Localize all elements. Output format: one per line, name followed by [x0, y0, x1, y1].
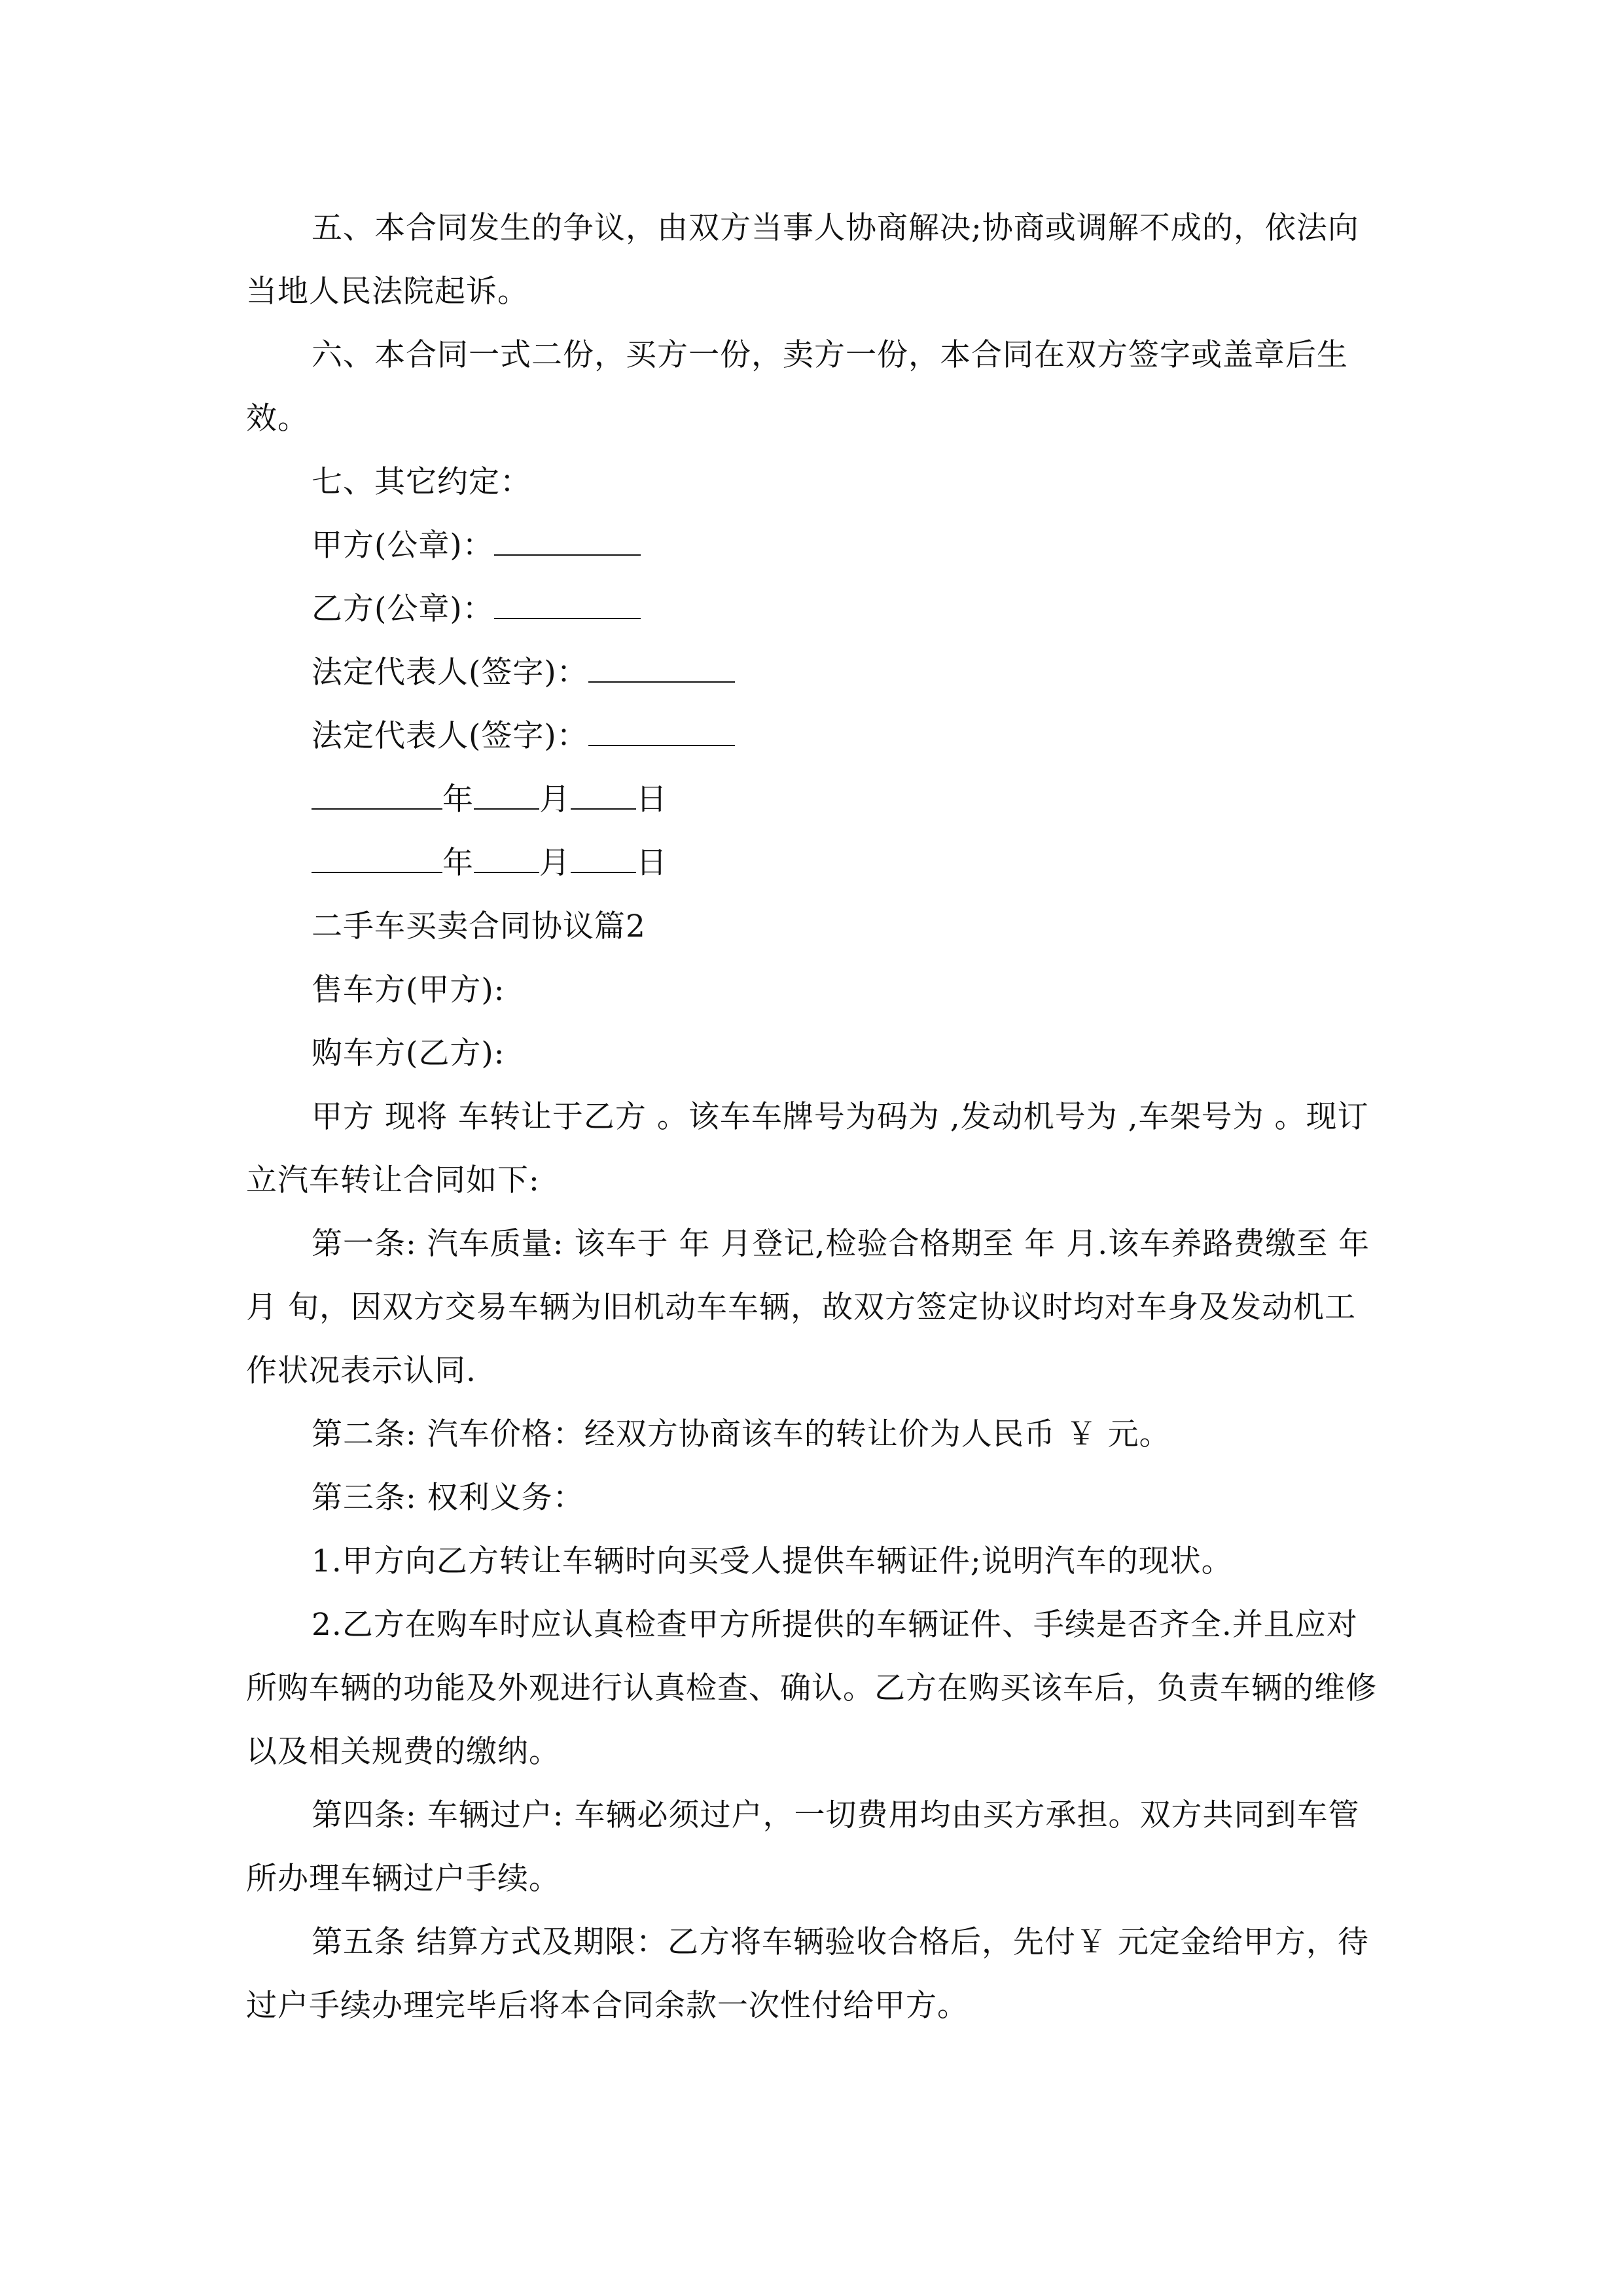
legal-rep-1-label: 法定代表人(签字)：	[312, 655, 588, 691]
clause-five: 五、本合同发生的争议，由双方当事人协商解决;协商或调解不成的，依法向当地人民法院起诉。	[246, 210, 1359, 310]
clause-seven: 七、其它约定：	[312, 464, 531, 500]
date-1-year-label: 年	[442, 781, 474, 817]
legal-rep-1-blank	[588, 642, 735, 683]
transfer-intro: 甲方 现将 车转让于乙方 。该车车牌号为码为 ,发动机号为 ,车架号为 。现订立汽车转让合同如下:	[246, 1099, 1369, 1198]
article-five: 第五条 结算方式及期限：乙方将车辆验收合格后，先付￥ 元定金给甲方，待过户手续办理完毕后将本合同余款一次性付给甲方。	[246, 1924, 1369, 2024]
article-three-item-2: 2.乙方在购车时应认真检查甲方所提供的车辆证件、手续是否齐全.并且应对所购车辆的功能及外观进行认真检查、确认。乙方在购买该车后，负责车辆的维修以及相关规费的缴纳。	[246, 1607, 1377, 1770]
signature-party-a	[246, 514, 1385, 577]
article-one: 第一条: 汽车质量: 该车于 年 月登记,检验合格期至 年 月.该车养路费缴至 年 月 旬，因双方交易车辆为旧机动车车辆，故双方签定协议时均对车身及发动机工作状况表示认同.	[246, 1226, 1370, 1389]
document-body	[246, 196, 1385, 2037]
signature-legal-rep-1	[246, 641, 1385, 704]
date-1-day-label: 日	[636, 781, 668, 817]
article-four: 第四条: 车辆过户: 车辆必须过户，一切费用均由买方承担。双方共同到车管所办理车辆过户手续。	[246, 1797, 1360, 1897]
seller-line: 售车方(甲方):	[312, 972, 505, 1008]
date-line-1	[246, 768, 1385, 831]
date-1-day-blank	[571, 769, 636, 810]
buyer-line: 购车方(乙方):	[312, 1035, 505, 1071]
date-2-year-label: 年	[442, 845, 474, 881]
date-2-month-label: 月	[539, 845, 571, 881]
legal-rep-2-blank	[588, 706, 735, 746]
section-2-title: 二手车买卖合同协议篇2	[312, 908, 646, 944]
signature-legal-rep-2	[246, 704, 1385, 768]
legal-rep-2-label: 法定代表人(签字)：	[312, 718, 588, 754]
article-two: 第二条: 汽车价格：经双方协商该车的转让价为人民币 ￥ 元。	[312, 1416, 1171, 1452]
date-2-day-blank	[571, 833, 636, 873]
date-line-2	[246, 831, 1385, 895]
date-1-year-blank	[312, 769, 442, 810]
date-2-month-blank	[474, 833, 539, 873]
date-1-month-label: 月	[539, 781, 571, 817]
signature-party-b	[246, 577, 1385, 641]
party-a-label: 甲方(公章)：	[312, 528, 494, 564]
date-2-day-label: 日	[636, 845, 668, 881]
date-2-year-blank	[312, 833, 442, 873]
party-a-blank	[494, 515, 641, 556]
clause-six: 六、本合同一式二份，买方一份，卖方一份，本合同在双方签字或盖章后生效。	[246, 337, 1348, 437]
party-b-blank	[494, 579, 641, 619]
party-b-label: 乙方(公章)：	[312, 591, 494, 627]
article-three: 第三条: 权利义务：	[312, 1480, 584, 1516]
article-three-item-1: 1.甲方向乙方转让车辆时向买受人提供车辆证件;说明汽车的现状。	[312, 1543, 1233, 1579]
date-1-month-blank	[474, 769, 539, 810]
